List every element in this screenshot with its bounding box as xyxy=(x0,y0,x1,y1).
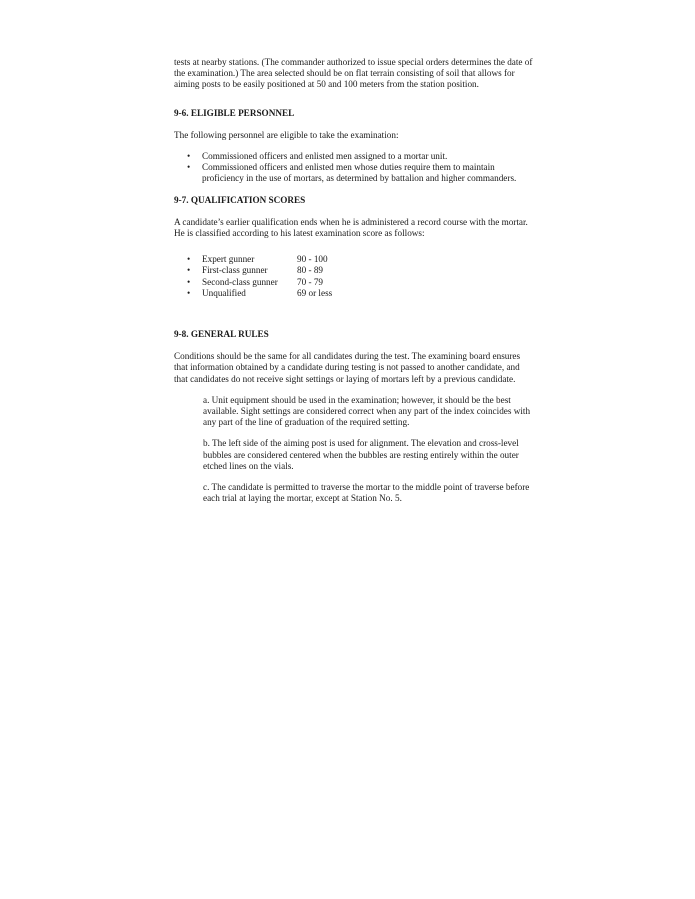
eligible-personnel-intro: The following personnel are eligible to take the examination: xyxy=(174,129,399,140)
list-item xyxy=(174,254,534,265)
section-heading-general-rules: 9-8. GENERAL RULES xyxy=(174,329,269,340)
eligible-personnel-list xyxy=(174,151,534,185)
general-rules-item-a: a. Unit equipment should be used in the examination; however, it should be the best available. Sight settings are considered correct when any part of the index coincides with any part of the line of graduation of the required setting. xyxy=(203,394,531,428)
list-item xyxy=(174,162,534,184)
score-label: Unqualified xyxy=(202,287,246,298)
score-label: Second-class gunner xyxy=(202,276,278,287)
score-range: 70 - 79 xyxy=(297,276,324,287)
qualification-scores-intro: A candidate’s earlier qualification ends when he is administered a record course with the mortar. He is classified according to his latest examination score as follows: xyxy=(174,216,528,239)
bullet-icon: • xyxy=(187,287,191,298)
list-item xyxy=(174,288,534,299)
list-item xyxy=(174,265,534,276)
score-range: 90 - 100 xyxy=(297,254,328,265)
bullet-icon: • xyxy=(187,162,191,173)
qualification-scores-list xyxy=(174,254,534,299)
score-label: First-class gunner xyxy=(202,265,268,276)
list-item-text: Commissioned officers and enlisted men whose duties require them to maintain proficiency in the use of mortars, as determined by battalion and higher commanders. xyxy=(202,162,517,184)
bullet-icon: • xyxy=(187,276,191,287)
list-item xyxy=(174,151,534,162)
general-rules-item-c: c. The candidate is permitted to traverse the mortar to the middle point of traverse before each trial at laying the mortar, except at Station No. 5. xyxy=(203,482,530,504)
bullet-icon: • xyxy=(187,254,191,265)
score-range: 80 - 89 xyxy=(297,265,324,276)
document-page xyxy=(174,57,534,504)
general-rules-intro: Conditions should be the same for all candidates during the test. The examining board ensures that information obtained by a candidate during testing is not passed to another candidate, and that candidates do not receive sight settings or laying of mortars left by a previous candidate. xyxy=(174,351,521,384)
score-range: 69 or less xyxy=(297,287,333,298)
general-rules-item-b: b. The left side of the aiming post is used for alignment. The elevation and cross-level bubbles are considered centered when the bubbles are resting entirely within the outer etched lines on the vials. xyxy=(203,438,519,471)
section-heading-qualification-scores: 9-7. QUALIFICATION SCORES xyxy=(174,194,306,205)
score-label: Expert gunner xyxy=(202,254,255,265)
bullet-icon: • xyxy=(187,151,191,162)
list-item-text: Commissioned officers and enlisted men assigned to a mortar unit. xyxy=(202,151,448,162)
bullet-icon: • xyxy=(187,265,191,276)
intro-paragraph: tests at nearby stations. (The commander authorized to issue special orders determines the date of the examination.) The area selected should be on flat terrain consisting of soil that allows for aiming posts to be easily positioned at 50 and 100 meters from the station position. xyxy=(174,57,533,90)
list-item xyxy=(174,277,534,288)
section-heading-eligible-personnel: 9-6. ELIGIBLE PERSONNEL xyxy=(174,107,295,118)
